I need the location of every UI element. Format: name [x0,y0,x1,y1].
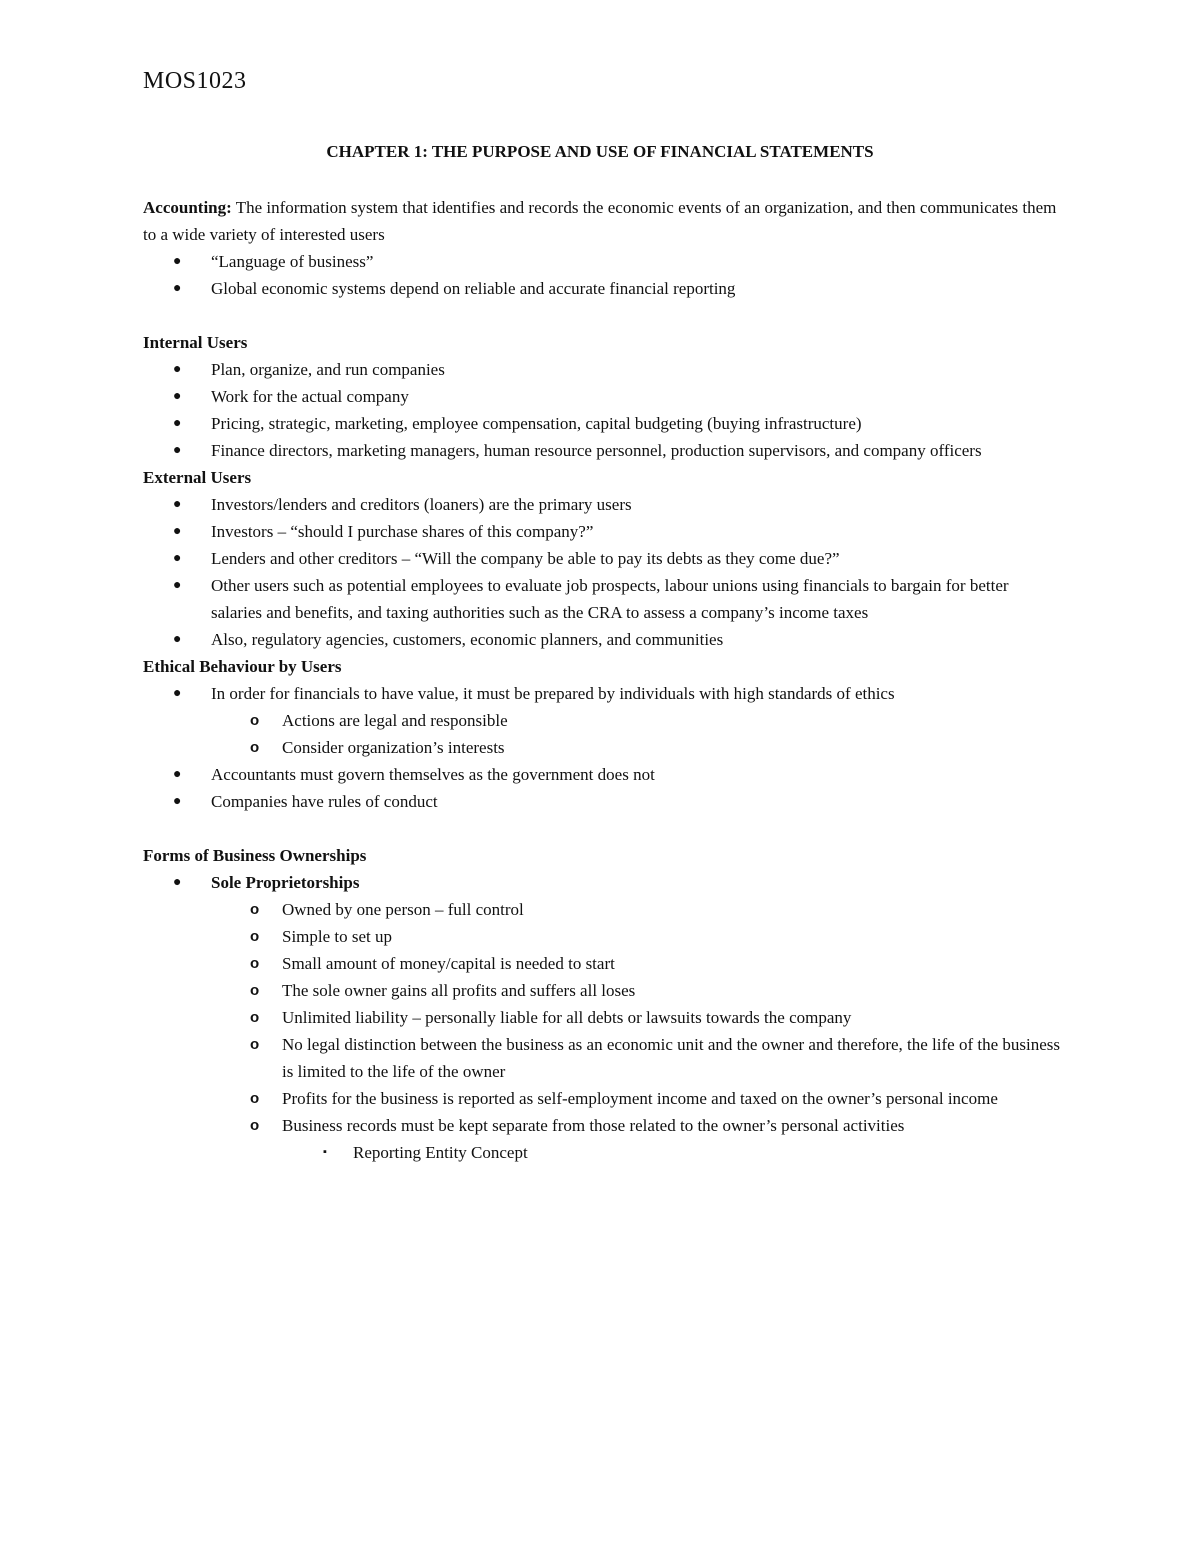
ethical-behaviour-heading: Ethical Behaviour by Users [143,657,342,676]
bullet-disc-icon: ● [173,686,182,701]
list-item-text: Other users such as potential employees to evaluate job prospects, labour unions using financials to bargain for better salaries and benefits, and taxing authorities such as the CRA to assess a company’s income taxes [211,576,1009,622]
bullet-disc-icon: ● [173,524,182,539]
sub-list-item [143,734,1063,761]
bullet-disc-icon: ● [173,794,182,809]
accounting-definition-text: The information system that identifies and records the economic events of an organization, and then communicates them to a wide variety of interested users [143,198,1057,244]
list-item-text: Simple to set up [282,927,393,946]
accounting-list [143,248,1063,302]
list-item [143,626,1063,653]
list-item [143,680,1063,707]
bullet-disc-icon: ● [173,443,182,458]
list-item [143,761,1063,788]
sub-list-item [143,1085,1063,1112]
page-header: MOS1023 [143,68,247,94]
list-item-text: Small amount of money/capital is needed to start [282,954,615,973]
sub-list-item [143,977,1063,1004]
bullet-circle-icon: o [250,712,260,729]
bullet-circle-icon: o [250,1090,260,1107]
bullet-disc-icon: ● [173,362,182,377]
list-item [143,356,1063,383]
list-item-text: “Language of business” [211,252,374,271]
bullet-disc-icon: ● [173,632,182,647]
bullet-disc-icon: ● [173,389,182,404]
bullet-disc-icon: ● [173,767,182,782]
accounting-term: Accounting: [143,198,232,217]
bullet-circle-icon: o [250,982,260,999]
list-item [143,437,1063,464]
bullet-disc-icon: ● [173,551,182,566]
bullet-circle-icon: o [250,1036,260,1053]
list-item [143,491,1063,518]
list-item-text: No legal distinction between the business as an economic unit and the owner and therefore, the life of the business is limited to the life of the owner [282,1035,1060,1081]
list-item-text: Business records must be kept separate from those related to the owner’s personal activities [282,1116,905,1135]
chapter-title: CHAPTER 1: THE PURPOSE AND USE OF FINANCIAL STATEMENTS [326,142,874,161]
bullet-disc-icon: ● [173,497,182,512]
list-item-text: Accountants must govern themselves as the government does not [211,765,655,784]
list-item-text: Lenders and other creditors – “Will the company be able to pay its debts as they come due?” [211,549,840,568]
list-item-text: Plan, organize, and run companies [211,360,445,379]
list-item-text: Companies have rules of conduct [211,792,438,811]
bullet-disc-icon: ● [173,416,182,431]
list-item [143,869,1063,896]
list-item-text: In order for financials to have value, it must be prepared by individuals with high standards of ethics [211,684,895,703]
list-item-text: Finance directors, marketing managers, human resource personnel, production supervisors, and company officers [211,441,982,460]
list-item [143,545,1063,572]
ethical-behaviour-list [143,680,1063,815]
forms-of-business-heading: Forms of Business Ownerships [143,846,367,865]
bullet-circle-icon: o [250,928,260,945]
list-item-text: Reporting Entity Concept [353,1143,528,1162]
list-item-text: Investors/lenders and creditors (loaners) are the primary users [211,495,632,514]
external-users-heading: External Users [143,468,252,487]
list-item-text: Consider organization’s interests [282,738,505,757]
document-body [143,194,1063,1166]
list-item [143,572,1063,626]
bullet-disc-icon: ● [173,875,182,890]
list-item [143,410,1063,437]
list-item [143,788,1063,815]
bullet-circle-icon: o [250,1009,260,1026]
bullet-circle-icon: o [250,739,260,756]
sub-list-item [143,1112,1063,1139]
bullet-circle-icon: o [250,955,260,972]
list-item-text: The sole owner gains all profits and suffers all loses [282,981,636,1000]
list-item [143,518,1063,545]
sub-list-item [143,1004,1063,1031]
list-item-text: Actions are legal and responsible [282,711,508,730]
internal-users-list [143,356,1063,464]
sub-list-item [143,1031,1063,1085]
bullet-circle-icon: o [250,901,260,918]
bullet-disc-icon: ● [173,254,182,269]
sub-sub-list-item [143,1139,1063,1166]
list-item-text: Owned by one person – full control [282,900,524,919]
list-item-text: Global economic systems depend on reliable and accurate financial reporting [211,279,736,298]
list-item-text: Pricing, strategic, marketing, employee compensation, capital budgeting (buying infrastructure) [211,414,862,433]
list-item-text: Also, regulatory agencies, customers, economic planners, and communities [211,630,724,649]
list-item [143,275,1063,302]
sub-list-item [143,896,1063,923]
list-item-text: Unlimited liability – personally liable for all debts or lawsuits towards the company [282,1008,852,1027]
list-item [143,383,1063,410]
external-users-list [143,491,1063,653]
list-item-text: Profits for the business is reported as self-employment income and taxed on the owner’s personal income [282,1089,998,1108]
bullet-disc-icon: ● [173,578,182,593]
forms-of-business-list [143,869,1063,1166]
list-item-text: Investors – “should I purchase shares of this company?” [211,522,594,541]
sub-list-item [143,923,1063,950]
list-item [143,248,1063,275]
sole-proprietorships-label: Sole Proprietorships [211,873,360,892]
internal-users-heading: Internal Users [143,333,248,352]
sub-list-item [143,707,1063,734]
bullet-square-icon: ▪ [323,1146,327,1158]
accounting-definition [143,194,1063,248]
list-item-text: Work for the actual company [211,387,409,406]
bullet-circle-icon: o [250,1117,260,1134]
bullet-disc-icon: ● [173,281,182,296]
sub-list-item [143,950,1063,977]
